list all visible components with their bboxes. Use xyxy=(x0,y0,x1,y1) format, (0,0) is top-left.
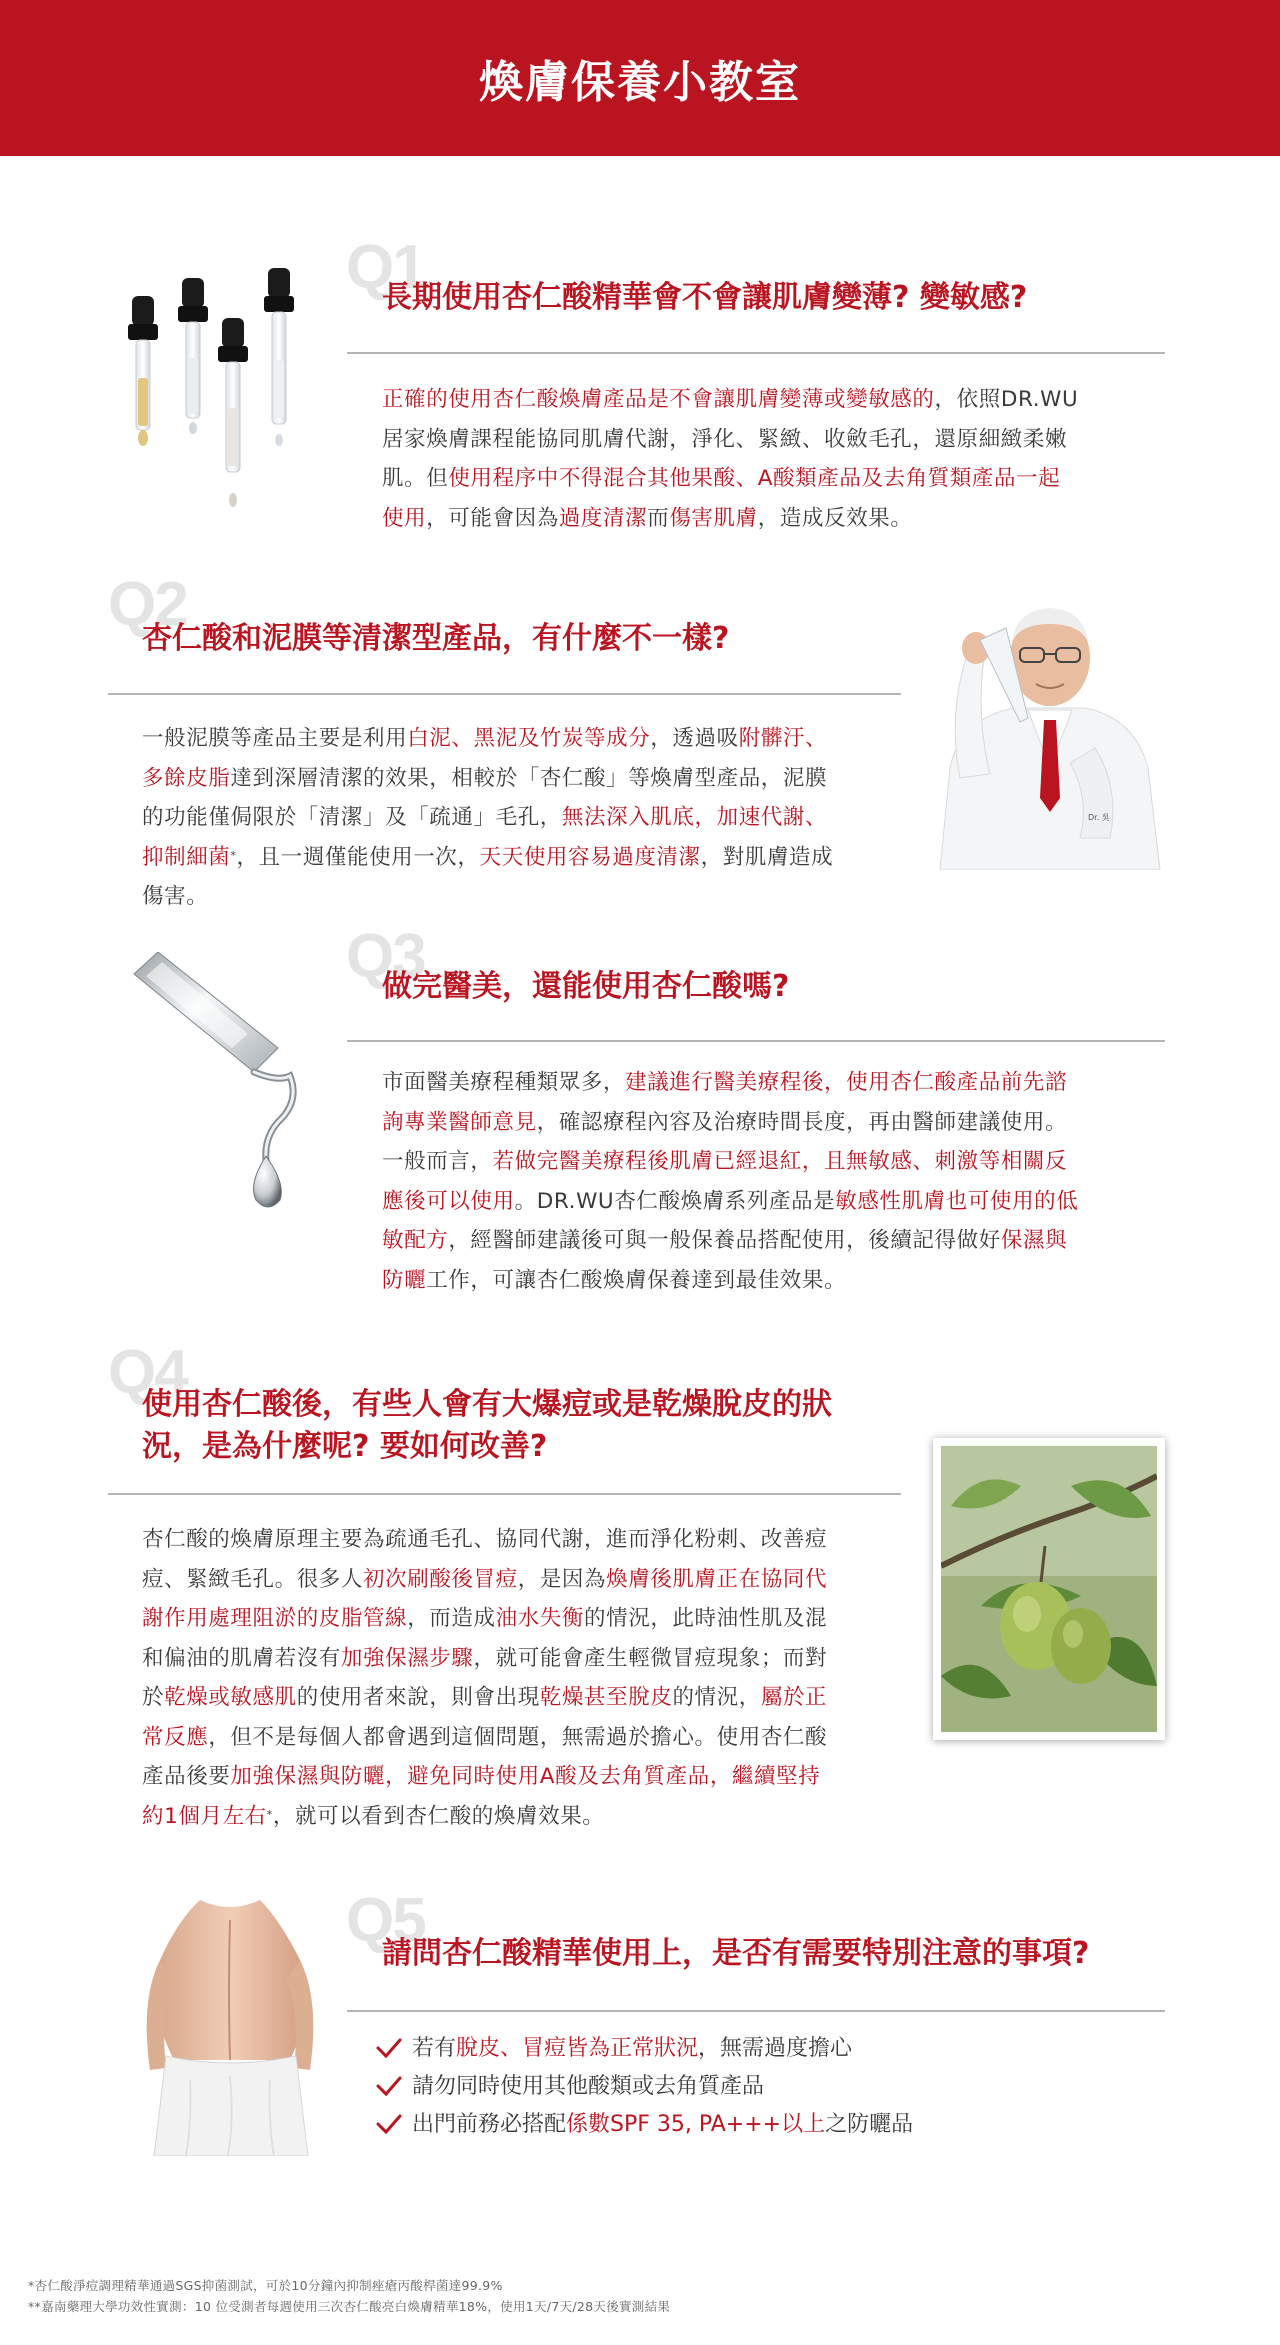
answer-line xyxy=(382,1221,1078,1261)
checkmark-icon xyxy=(376,2113,402,2135)
divider xyxy=(347,1040,1165,1042)
question-number: Q5 xyxy=(346,1886,425,1955)
answer-text xyxy=(142,719,833,917)
answer-line xyxy=(142,759,833,799)
checklist-item xyxy=(376,2030,913,2068)
text-run: ，透過吸 xyxy=(650,726,739,751)
doctor-with-dropper-image xyxy=(920,598,1170,870)
answer-line xyxy=(382,380,1078,420)
text-run: 若有 xyxy=(412,2036,457,2061)
text-run: ，但不是每個人都會遇到這個問題，無需過於擔心。使用杏仁酸 xyxy=(208,1724,828,1750)
checkmark-icon xyxy=(376,2075,402,2097)
answer-line xyxy=(142,1678,827,1718)
answer-line xyxy=(382,1261,1078,1301)
highlighted-text: 建議進行醫美療程後，使用杏仁酸產品前先諮 xyxy=(625,1070,1068,1095)
text-run: 之防曬品 xyxy=(825,2112,914,2137)
answer-line xyxy=(142,1599,827,1639)
text-run: 的情況， xyxy=(672,1685,761,1710)
highlighted-text: 乾燥甚至脫皮 xyxy=(539,1685,673,1710)
question-number: Q1 xyxy=(346,233,425,302)
apricot-branch-photo xyxy=(933,1438,1165,1740)
page-title: 煥膚保養小教室 xyxy=(479,57,801,108)
highlighted-text: 無法深入肌底，加速代謝、 xyxy=(561,805,828,830)
text-run: ，就可能會產生輕微冒痘現象；而對 xyxy=(473,1645,828,1671)
text-run: ，對肌膚造成 xyxy=(700,844,834,870)
highlighted-text: 初次刷酸後冒痘 xyxy=(363,1566,518,1592)
text-run: 而 xyxy=(647,505,670,531)
highlighted-text: 屬於正 xyxy=(760,1685,828,1710)
answer-line xyxy=(142,1560,827,1600)
text-run: 一般泥膜等產品主要是利用 xyxy=(142,726,408,751)
text-run: 居家煥膚課程能協同肌膚代謝，淨化、緊緻、收斂毛孔，還原細緻柔嫩 xyxy=(382,426,1068,452)
highlighted-text: 過度清潔 xyxy=(558,505,648,531)
question-title: 杏仁酸和泥膜等清潔型產品，有什麼不一樣? xyxy=(142,621,730,656)
highlighted-text: 正確的使用杏仁酸煥膚產品是不會讓肌膚變薄或變敏感的 xyxy=(382,387,935,412)
text-run: ，而造成 xyxy=(407,1606,496,1631)
highlighted-text: 煥膚後肌膚正在協同代 xyxy=(606,1566,828,1592)
highlighted-text: 天天使用容易過度清潔 xyxy=(479,844,701,870)
answer-line xyxy=(142,838,833,878)
answer-text xyxy=(382,1063,1078,1300)
divider xyxy=(108,1493,901,1495)
answer-line xyxy=(382,459,1078,499)
answer-line xyxy=(382,1142,1078,1182)
text-run: 傷害。 xyxy=(142,884,209,909)
highlighted-text: 常反應 xyxy=(142,1724,209,1750)
answer-line xyxy=(142,1797,827,1837)
divider xyxy=(347,352,1165,354)
answer-line xyxy=(142,719,833,759)
highlighted-text: 敏感性肌膚也可使用的低 xyxy=(835,1188,1079,1214)
question-title: 做完醫美，還能使用杏仁酸嗎? xyxy=(382,969,790,1004)
text-run: 的情況，此時油性肌及混 xyxy=(584,1606,828,1631)
answer-line xyxy=(382,499,1078,539)
highlighted-text: 謝作用處理阻淤的皮脂管線 xyxy=(142,1606,408,1631)
highlighted-text: 係數SPF 35, PA+++以上 xyxy=(566,2112,826,2137)
dropper-bottles-image xyxy=(120,268,310,518)
answer-line xyxy=(382,1182,1078,1222)
footnote-marker: * xyxy=(266,1807,273,1821)
highlighted-text: 油水失衡 xyxy=(495,1606,585,1631)
highlighted-text: 敏配方 xyxy=(382,1228,449,1253)
text-run: 肌。但 xyxy=(382,466,449,491)
question-number: Q2 xyxy=(108,570,187,639)
text-run: ，可能會因為 xyxy=(426,505,559,531)
divider xyxy=(108,693,901,695)
question-title: 長期使用杏仁酸精華會不會讓肌膚變薄? 變敏感? xyxy=(382,280,1028,315)
text-run: 和偏油的肌膚若沒有 xyxy=(142,1645,341,1671)
woman-back-image xyxy=(130,1900,330,2156)
highlighted-text: 多餘皮脂 xyxy=(142,765,231,791)
answer-line xyxy=(382,420,1078,460)
answer-line xyxy=(382,1063,1078,1103)
text-run: 產品後要 xyxy=(142,1764,231,1789)
text-run: ，就可以看到杏仁酸的煥膚效果。 xyxy=(272,1803,605,1829)
text-run: 於 xyxy=(142,1685,165,1710)
highlighted-text: 白泥、黑泥及竹炭等成分 xyxy=(407,726,651,751)
text-run: 請勿同時使用其他酸類或去角質產品 xyxy=(412,2074,765,2099)
answer-line xyxy=(142,877,833,917)
highlighted-text: 加強保濕與防曬，避免同時使用A酸及去角質產品，繼續堅持 xyxy=(230,1764,821,1789)
answer-line xyxy=(382,1103,1078,1143)
text-run: 的功能僅侷限於「清潔」及「疏通」毛孔， xyxy=(142,805,562,830)
text-run: ，造成反效果。 xyxy=(757,505,913,531)
text-run: ，依照DR.WU xyxy=(934,387,1079,412)
text-run: 達到深層清潔的效果，相較於「杏仁酸」等煥膚型產品，泥膜 xyxy=(230,765,828,791)
highlighted-text: 乾燥或敏感肌 xyxy=(164,1685,297,1710)
highlighted-text: 保濕與 xyxy=(1000,1228,1068,1253)
text-run: ，經醫師建議後可與一般保養品搭配使用，後續記得做好 xyxy=(448,1228,1001,1253)
answer-line xyxy=(142,798,833,838)
question-number: Q3 xyxy=(346,922,425,991)
highlighted-text: 脫皮、冒痘皆為正常狀況 xyxy=(456,2036,699,2061)
checkmark-icon xyxy=(376,2037,402,2059)
text-run: ，確認療程內容及治療時間長度，再由醫師建議使用。 xyxy=(536,1109,1068,1135)
checklist-item xyxy=(376,2068,913,2106)
footnote: **嘉南藥理大學功效性實測：10 位受測者每週使用三次杏仁酸亮白煥膚精華18%，使用1天/7天/28天後實測結果 xyxy=(28,2299,671,2314)
answer-line xyxy=(142,1757,827,1797)
highlighted-text: 抑制細菌 xyxy=(142,844,231,870)
checklist-item xyxy=(376,2106,913,2144)
highlighted-text: 防曬 xyxy=(382,1267,427,1293)
question-title-line: 況，是為什麼呢? 要如何改善? xyxy=(142,1429,548,1464)
highlighted-text: 傷害肌膚 xyxy=(669,505,758,531)
text-run: 市面醫美療程種類眾多， xyxy=(382,1070,626,1095)
text-run: 。DR.WU杏仁酸煥膚系列產品是 xyxy=(514,1188,836,1214)
highlighted-text: 若做完醫美療程後肌膚已經退紅，且無敏感、刺激等相關反 xyxy=(492,1149,1068,1174)
tips-checklist xyxy=(376,2030,913,2144)
text-run: ，且一週僅能使用一次， xyxy=(236,844,480,870)
question-number: Q4 xyxy=(108,1338,187,1407)
text-run: 杏仁酸的煥膚原理主要為疏通毛孔、協同代謝，進而淨化粉刺、改善痘 xyxy=(142,1527,828,1552)
page-header xyxy=(0,0,1280,156)
text-run: ，無需過度擔心 xyxy=(698,2036,853,2061)
answer-line xyxy=(142,1520,827,1560)
answer-line xyxy=(142,1718,827,1758)
answer-line xyxy=(142,1639,827,1679)
highlighted-text: 加強保濕步驟 xyxy=(340,1645,474,1671)
highlighted-text: 使用 xyxy=(382,505,427,531)
question-title: 請問杏仁酸精華使用上，是否有需要特別注意的事項? xyxy=(382,1936,1090,1971)
svg-text:Dr. 吳: Dr. 吳 xyxy=(1088,813,1110,822)
highlighted-text: 應後可以使用 xyxy=(382,1188,515,1214)
question-title-line: 使用杏仁酸後，有些人會有大爆痘或是乾燥脫皮的狀 xyxy=(142,1387,832,1422)
text-run: 工作，可讓杏仁酸煥膚保養達到最佳效果。 xyxy=(426,1267,847,1293)
answer-text xyxy=(382,380,1078,538)
highlighted-text: 使用程序中不得混合其他果酸、A酸類產品及去角質類產品一起 xyxy=(448,466,1061,491)
highlighted-text: 約1個月左右 xyxy=(142,1803,267,1829)
divider xyxy=(347,2010,1165,2012)
text-run: 的使用者來說，則會出現 xyxy=(296,1685,540,1710)
highlighted-text: 附髒汙、 xyxy=(738,726,828,751)
text-run: 一般而言， xyxy=(382,1149,493,1174)
answer-text xyxy=(142,1520,827,1836)
text-run: ，是因為 xyxy=(517,1566,607,1592)
footnote: *杏仁酸淨痘調理精華通過SGS抑菌測試，可於10分鐘內抑制痤瘡丙酸桿菌達99.9% xyxy=(28,2278,503,2293)
text-run: 出門前務必搭配 xyxy=(412,2112,567,2137)
serum-ampoule-image xyxy=(128,952,318,1214)
highlighted-text: 詢專業醫師意見 xyxy=(382,1109,537,1135)
text-run: 痘、緊緻毛孔。很多人 xyxy=(142,1566,364,1592)
footnote-marker: * xyxy=(230,848,237,862)
